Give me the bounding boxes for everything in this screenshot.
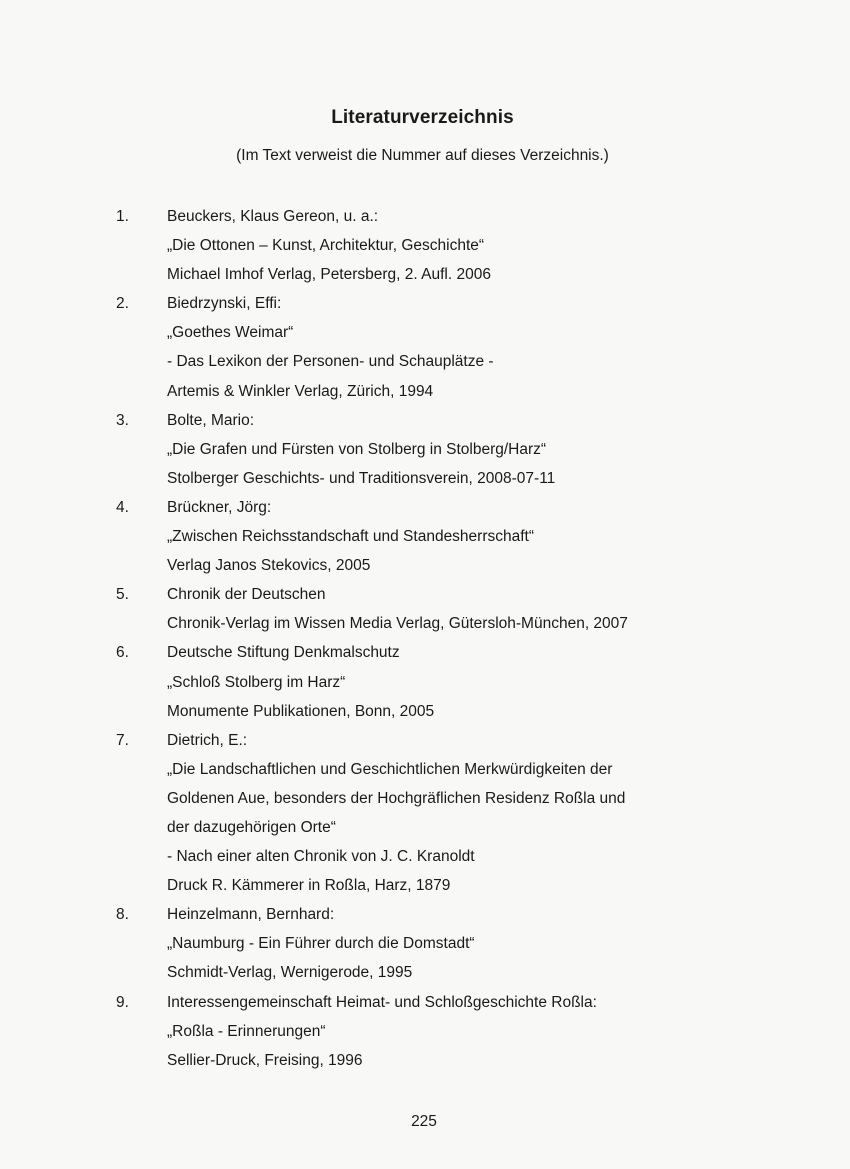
entry-line: Chronik-Verlag im Wissen Media Verlag, Gütersloh-München, 2007	[167, 615, 628, 633]
entry-line: Biedrzynski, Effi:	[167, 295, 282, 313]
entry-line: Beuckers, Klaus Gereon, u. a.:	[167, 208, 379, 225]
entry-number: 2.	[116, 295, 129, 313]
bibliography-entry	[0, 406, 850, 493]
bibliography-entry	[0, 289, 850, 405]
bibliography-entry	[0, 580, 850, 638]
entry-line: „Zwischen Reichsstandschaft und Standesherrschaft“	[167, 528, 535, 546]
entry-number: 3.	[116, 411, 129, 429]
bibliography-entry	[0, 900, 850, 987]
entry-line: Goldenen Aue, besonders der Hochgräflichen Residenz Roßla und	[167, 789, 626, 807]
page-title: Literaturverzeichnis	[331, 107, 514, 128]
entry-line: „Die Ottonen – Kunst, Architektur, Geschichte“	[167, 237, 485, 255]
entry-line: Dietrich, E.:	[167, 731, 248, 749]
entry-line: - Nach einer alten Chronik von J. C. Kranoldt	[167, 848, 475, 866]
entry-line: Deutsche Stiftung Denkmalschutz	[167, 644, 400, 662]
bibliography-entry	[0, 202, 850, 289]
entry-line: Brückner, Jörg:	[167, 498, 272, 516]
entry-line: Heinzelmann, Bernhard:	[167, 906, 335, 924]
entry-line: Artemis & Winkler Verlag, Zürich, 1994	[167, 382, 434, 400]
entry-line: Sellier-Druck, Freising, 1996	[167, 1051, 363, 1069]
entry-line: Verlag Janos Stekovics, 2005	[167, 557, 371, 575]
entry-line: Monumente Publikationen, Bonn, 2005	[167, 702, 435, 720]
bibliography-entry	[0, 638, 850, 725]
bibliography-entry	[0, 988, 850, 1075]
entry-line: Druck R. Kämmerer in Roßla, Harz, 1879	[167, 877, 451, 895]
entry-number: 1.	[116, 208, 129, 225]
bibliography-entry	[0, 493, 850, 580]
entry-line: Chronik der Deutschen	[167, 586, 326, 604]
page-subtitle: (Im Text verweist die Nummer auf dieses Verzeichnis.)	[236, 147, 609, 164]
entry-number: 7.	[116, 731, 129, 749]
entry-line: - Das Lexikon der Personen- und Schauplätze -	[167, 353, 494, 371]
entry-line: Stolberger Geschichts- und Traditionsverein, 2008-07-11	[167, 469, 556, 487]
entry-line: „Roßla - Erinnerungen“	[167, 1022, 326, 1040]
entry-line: Schmidt-Verlag, Wernigerode, 1995	[167, 964, 413, 982]
entry-line: der dazugehörigen Orte“	[167, 818, 336, 836]
entry-number: 8.	[116, 906, 129, 924]
bibliography-entry	[0, 726, 850, 901]
entry-line: Interessengemeinschaft Heimat- und Schloßgeschichte Roßla:	[167, 993, 597, 1011]
entry-number: 9.	[116, 993, 129, 1011]
entry-line: Michael Imhof Verlag, Petersberg, 2. Aufl. 2006	[167, 266, 491, 284]
entry-number: 5.	[116, 586, 129, 604]
entry-line: „Schloß Stolberg im Harz“	[167, 673, 346, 691]
entry-line: „Goethes Weimar“	[167, 324, 294, 342]
entry-line: „Die Grafen und Fürsten von Stolberg in Stolberg/Harz“	[167, 440, 547, 458]
entry-line: Bolte, Mario:	[167, 411, 255, 429]
entry-number: 6.	[116, 644, 129, 662]
bibliography-list	[0, 202, 850, 1075]
entry-number: 4.	[116, 498, 129, 516]
entry-line: „Die Landschaftlichen und Geschichtlichen Merkwürdigkeiten der	[167, 760, 613, 778]
entry-line: „Naumburg - Ein Führer durch die Domstadt“	[167, 935, 475, 953]
page-number: 225	[411, 1113, 437, 1130]
